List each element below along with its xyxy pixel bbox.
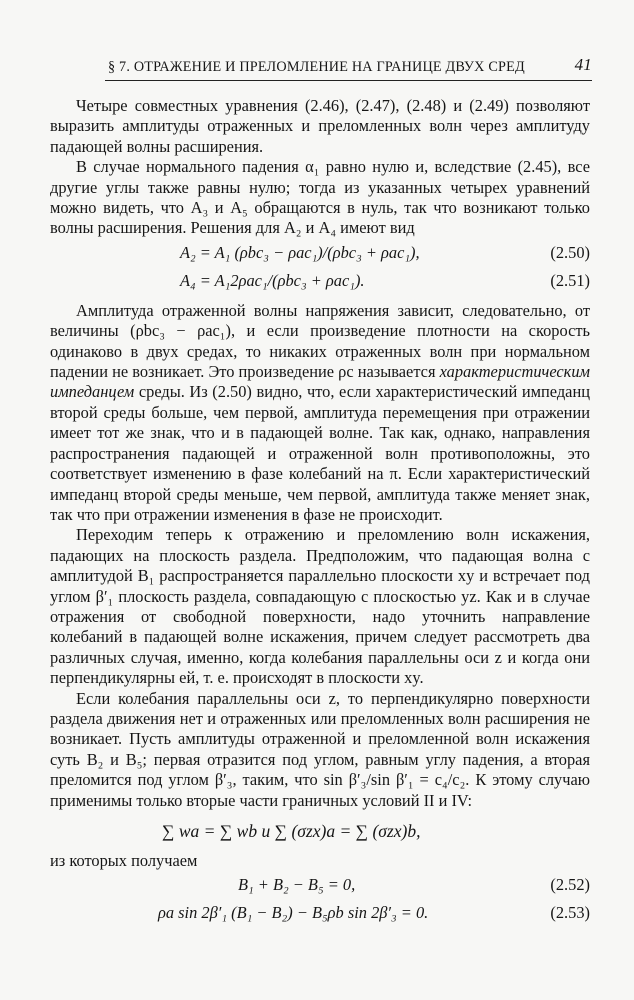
equation-2-53 [50,899,590,927]
equation-number: (2.53) [550,903,590,923]
paragraph-parallel-z: Если колебания параллельны оси z, то перпендикулярно поверхности раздела движения нет и отраженных или преломленных волн расширения не возникает. Пусть амплитуды отраженной и преломленной волн искажения суть B₂ и B₅; первая отразится под углом, равным углу падения, а вторая преломится под углом β′₃, таким, что sin β′₃/sin β′₁ = c₄/c₂. К этому случаю применимы только вторые части граничных условий II и IV: [50,688,590,810]
equation-2-50 [50,239,590,267]
page-body [50,96,590,927]
page-number: 41 [574,55,592,74]
equation-number: (2.51) [550,270,590,290]
header-rule [105,80,592,81]
equation-body: B₁ + B₂ − B₅ = 0, [238,875,356,895]
running-head [108,55,592,81]
paragraph-impedance [50,301,590,525]
lead-in-text: из которых получаем [50,851,198,870]
equation-body: ρa sin 2β′₁ (B₁ − B₂) − B₅ρb sin 2β′₃ = 0. [158,903,429,923]
section-title: § 7. ОТРАЖЕНИЕ И ПРЕЛОМЛЕНИЕ НА ГРАНИЦЕ ДВУХ СРЕД [108,59,525,75]
equation-2-51 [50,267,590,295]
equation-sums [50,811,590,851]
equation-number: (2.50) [550,242,590,262]
impedance-term: характеристическим импеданцем [50,362,590,402]
impedance-text-end: среды. Из (2.50) видно, что, если характеристический импеданц второй среды больше, чем первой, амплитуда перемещения при отражении имеет тот же знак, что и в падающей волне. Так как, однако, направления распространения падающей и отраженной волн противоположны, это соответствует изменению в фазе колебаний на π. Если характеристический импеданц второй среды меньше, чем первой, амплитуда также меняет знак, так что при отражении изменения в фазе не происходит. [50,382,590,524]
equation-body: ∑ wa = ∑ wb и ∑ (σzx)a = ∑ (σzx)b, [162,821,421,841]
equation-body: A₄ = A₁2ρac₁/(ρbc₃ + ρac₁). [180,270,365,290]
impedance-text-start: Амплитуда отраженной волны напряжения зависит, следовательно, от величины (ρbc₃ − ρac₁), и если произведение плотности на скорость одинаково в двух средах, то никаких отраженных волн при нормальном падении не возникает. Это произведение ρc называется [50,300,590,382]
paragraph-distortion-waves: Переходим теперь к отражению и преломлению волн искажения, падающих на плоскость раздела. Предположим, что падающая волна с амплитудой B₁ распространяется параллельно плоскости xy и встречает под углом β′₁ плоскость раздела, совпадающую с плоскостью yz. Как и в случае отражения от свободной поверхности, надо уточнить направление колебаний в падающей волне искажения, причем следует рассмотреть два различных случая, именно, когда колебания параллельны оси z и когда они перпендикулярны ей, т. е. происходят в плоскости xy. [50,525,590,688]
equation-body: A₂ = A₁ (ρbc₃ − ρac₁)/(ρbc₃ + ρac₁), [180,242,420,262]
paragraph-intro: Четыре совместных уравнения (2.46), (2.47), (2.48) и (2.49) позволяют выразить амплитуды отраженных и преломленных волн через амплитуду падающей волны расширения. [50,96,590,156]
paragraph-normal-incidence: В случае нормального падения α₁ равно нулю и, вследствие (2.45), все другие углы также равны нулю; тогда из указанных четырех уравнений можно видеть, что A₃ и A₅ обращаются в нуль, так что возникают только волны расширения. Решения для A₂ и A₄ имеют вид [50,157,590,238]
equation-2-52 [50,871,590,899]
equation-number: (2.52) [550,875,590,895]
